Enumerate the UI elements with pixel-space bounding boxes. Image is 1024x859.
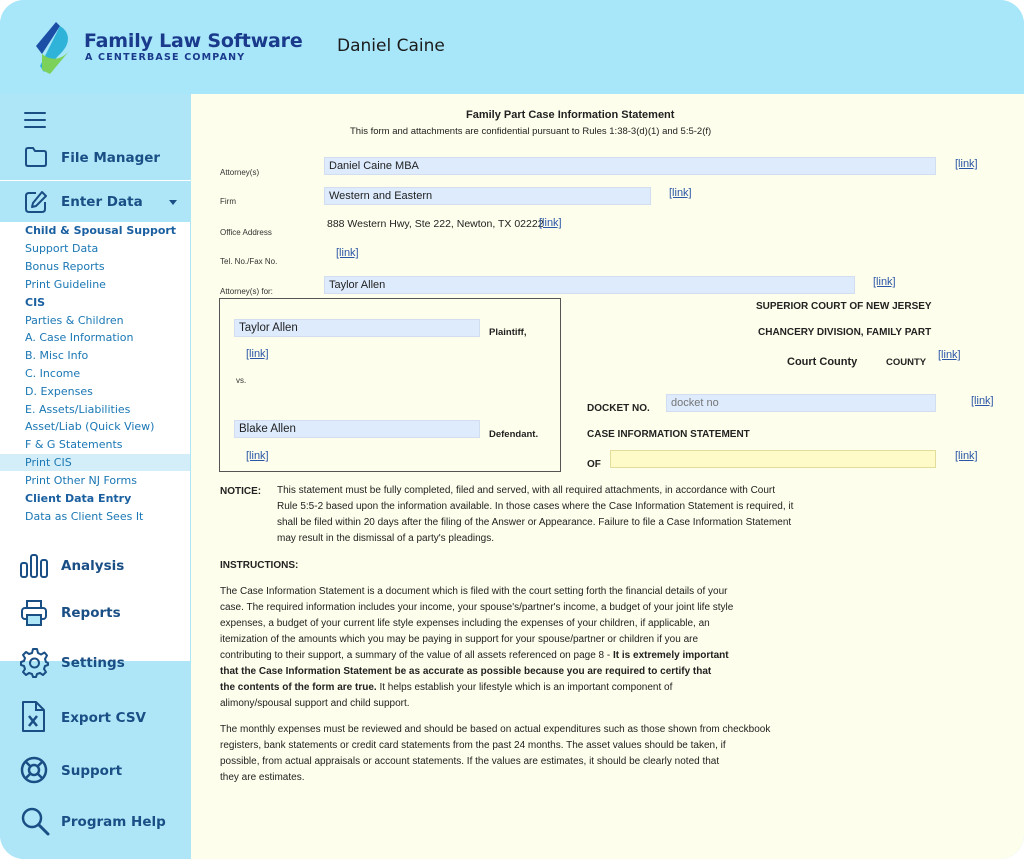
of-field[interactable] — [610, 450, 936, 468]
vs-label: vs. — [236, 376, 247, 385]
submenu-fg-statements[interactable]: F & G Statements — [25, 438, 123, 451]
nav-program-help-label: Program Help — [61, 814, 166, 830]
nav-analysis-label: Analysis — [61, 558, 125, 574]
of-label: OF — [587, 459, 601, 470]
nav-enter-data-label: Enter Data — [61, 194, 143, 210]
court-division: CHANCERY DIVISION, FAMILY PART — [758, 327, 932, 338]
gear-icon — [20, 648, 50, 678]
submenu-client-data-entry[interactable]: Client Data Entry — [25, 492, 132, 505]
nav-reports-label: Reports — [61, 605, 121, 621]
defendant-field[interactable]: Blake Allen — [234, 420, 480, 438]
nav-enter-data[interactable] — [0, 182, 191, 222]
submenu-child-spousal-support[interactable]: Child & Spousal Support — [25, 224, 177, 237]
chevron-down-icon — [169, 200, 177, 205]
brand-name: Family Law Software — [84, 30, 303, 52]
submenu-print-other-nj-forms[interactable]: Print Other NJ Forms — [25, 474, 137, 487]
of-link[interactable]: [link] — [955, 450, 978, 462]
docket-label: DOCKET NO. — [587, 403, 650, 414]
expenses-paragraph: The monthly expenses must be reviewed and should be based on actual expenditures such as those shown from checkbook registers, bank statements or credit card statements from the past 24 months. The asset values should be taken, if possible, from actual appraisals or account statements. If the values are estimates, it should be clearly noted that they are estimates. — [220, 724, 771, 783]
logo-icon — [30, 20, 76, 74]
firm-label: Firm — [220, 197, 236, 206]
court-name: SUPERIOR COURT OF NEW JERSEY — [756, 301, 932, 312]
instructions-text: The Case Information Statement is a document which is filed with the court setting forth the financial details of your case. The required information includes your income, your spouse's/partner's income, a budget of your joint life style expenses, a budget of your current life style expenses including the expenses of your children, if applicable, an itemization of the amounts which you may be paying in support for your spouse/partner or children if you are contributing to their support, a summary of the value of all assets referenced on page 8 - It is extremely important that the Case Information Statement be as accurate as possible because you are required to certify that the contents of the form are true. It helps establish your lifestyle which is an important component of alimony/spousal support and child support. — [220, 586, 734, 709]
submenu-bonus-reports[interactable]: Bonus Reports — [25, 260, 105, 273]
plaintiff-field[interactable]: Taylor Allen — [234, 319, 480, 337]
attorney-field[interactable]: Daniel Caine MBA — [324, 157, 936, 175]
nav-file-manager-label: File Manager — [61, 150, 161, 166]
nav-settings-label: Settings — [61, 655, 125, 671]
nav-analysis[interactable] — [0, 545, 191, 585]
tel-fax-link[interactable]: [link] — [336, 247, 359, 259]
submenu-data-as-client-sees-it[interactable]: Data as Client Sees It — [25, 510, 144, 523]
printer-icon — [20, 599, 48, 627]
office-address-label: Office Address — [220, 228, 272, 237]
attorney-label: Attorney(s) — [220, 168, 260, 177]
notice-text: This statement must be fully completed, filed and served, with all required attachments, in accordance with Court Rule 5:5-2 based upon the information available. In those cases where the Case Information Statement is required, it shall be filed within 20 days after the filing of the Answer or Appearance. Failure to file a Case Information Statement may result in the dismissal of a party's pleadings. — [277, 485, 794, 544]
attorney-link[interactable]: [link] — [955, 158, 978, 170]
county-value: Court County — [787, 356, 858, 368]
sidebar — [0, 94, 191, 859]
folder-icon — [24, 147, 48, 167]
office-address-link[interactable]: [link] — [539, 217, 562, 229]
edit-icon — [24, 190, 48, 214]
search-icon — [20, 806, 50, 836]
submenu-assets-liabilities[interactable]: E. Assets/Liabilities — [25, 403, 131, 416]
submenu-support-data[interactable]: Support Data — [25, 242, 99, 255]
office-address-value: 888 Western Hwy, Ste 222, Newton, TX 02222 — [327, 218, 544, 230]
attorney-for-link[interactable]: [link] — [873, 276, 896, 288]
divider — [0, 180, 191, 181]
notice-label: NOTICE: — [220, 486, 262, 497]
attorney-for-label: Attorney(s) for: — [220, 287, 273, 296]
defendant-link[interactable]: [link] — [246, 450, 269, 462]
submenu-expenses[interactable]: D. Expenses — [25, 385, 93, 398]
submenu-print-guideline[interactable]: Print Guideline — [25, 278, 106, 291]
submenu-case-information[interactable]: A. Case Information — [25, 331, 134, 344]
submenu-income[interactable]: C. Income — [25, 367, 81, 380]
nav-export-csv-label: Export CSV — [61, 710, 147, 726]
submenu-parties-children[interactable]: Parties & Children — [25, 314, 124, 327]
header — [0, 0, 1024, 94]
cis-label: CASE INFORMATION STATEMENT — [587, 429, 750, 440]
firm-field[interactable]: Western and Eastern — [324, 187, 651, 205]
firm-link[interactable]: [link] — [669, 187, 692, 199]
attorney-for-field[interactable]: Taylor Allen — [324, 276, 855, 294]
submenu-misc-info[interactable]: B. Misc Info — [25, 349, 89, 362]
county-label: COUNTY — [886, 357, 927, 368]
lifebuoy-icon — [20, 756, 48, 784]
nav-program-help[interactable] — [0, 801, 191, 841]
nav-file-manager[interactable] — [0, 138, 191, 178]
plaintiff-link[interactable]: [link] — [246, 348, 269, 360]
instructions-label: INSTRUCTIONS: — [220, 560, 299, 571]
submenu-asset-liab-quick-view[interactable]: Asset/Liab (Quick View) — [25, 420, 155, 433]
submenu-print-cis[interactable]: Print CIS — [25, 456, 72, 469]
nav-support[interactable] — [0, 750, 191, 790]
tel-fax-label: Tel. No./Fax No. — [220, 257, 278, 266]
nav-settings[interactable] — [0, 642, 191, 682]
plaintiff-label: Plaintiff, — [489, 327, 527, 338]
form-title: Family Part Case Information Statement — [466, 109, 675, 121]
county-link[interactable]: [link] — [938, 349, 961, 361]
brand-subtitle: A CENTERBASE COMPANY — [85, 52, 246, 63]
defendant-label: Defendant. — [489, 429, 539, 440]
nav-export-csv[interactable] — [0, 697, 191, 737]
nav-support-label: Support — [61, 763, 123, 779]
submenu-cis[interactable]: CIS — [25, 296, 46, 309]
docket-input[interactable] — [666, 394, 936, 412]
menu-icon[interactable] — [24, 112, 47, 128]
client-name: Daniel Caine — [337, 36, 445, 56]
nav-reports[interactable] — [0, 592, 191, 632]
bar-chart-icon — [20, 553, 48, 579]
form-subtitle: This form and attachments are confidential pursuant to Rules 1:38-3(d)(1) and 5:5-2(f) — [350, 126, 712, 137]
csv-file-icon — [20, 701, 46, 733]
docket-link[interactable]: [link] — [971, 395, 994, 407]
